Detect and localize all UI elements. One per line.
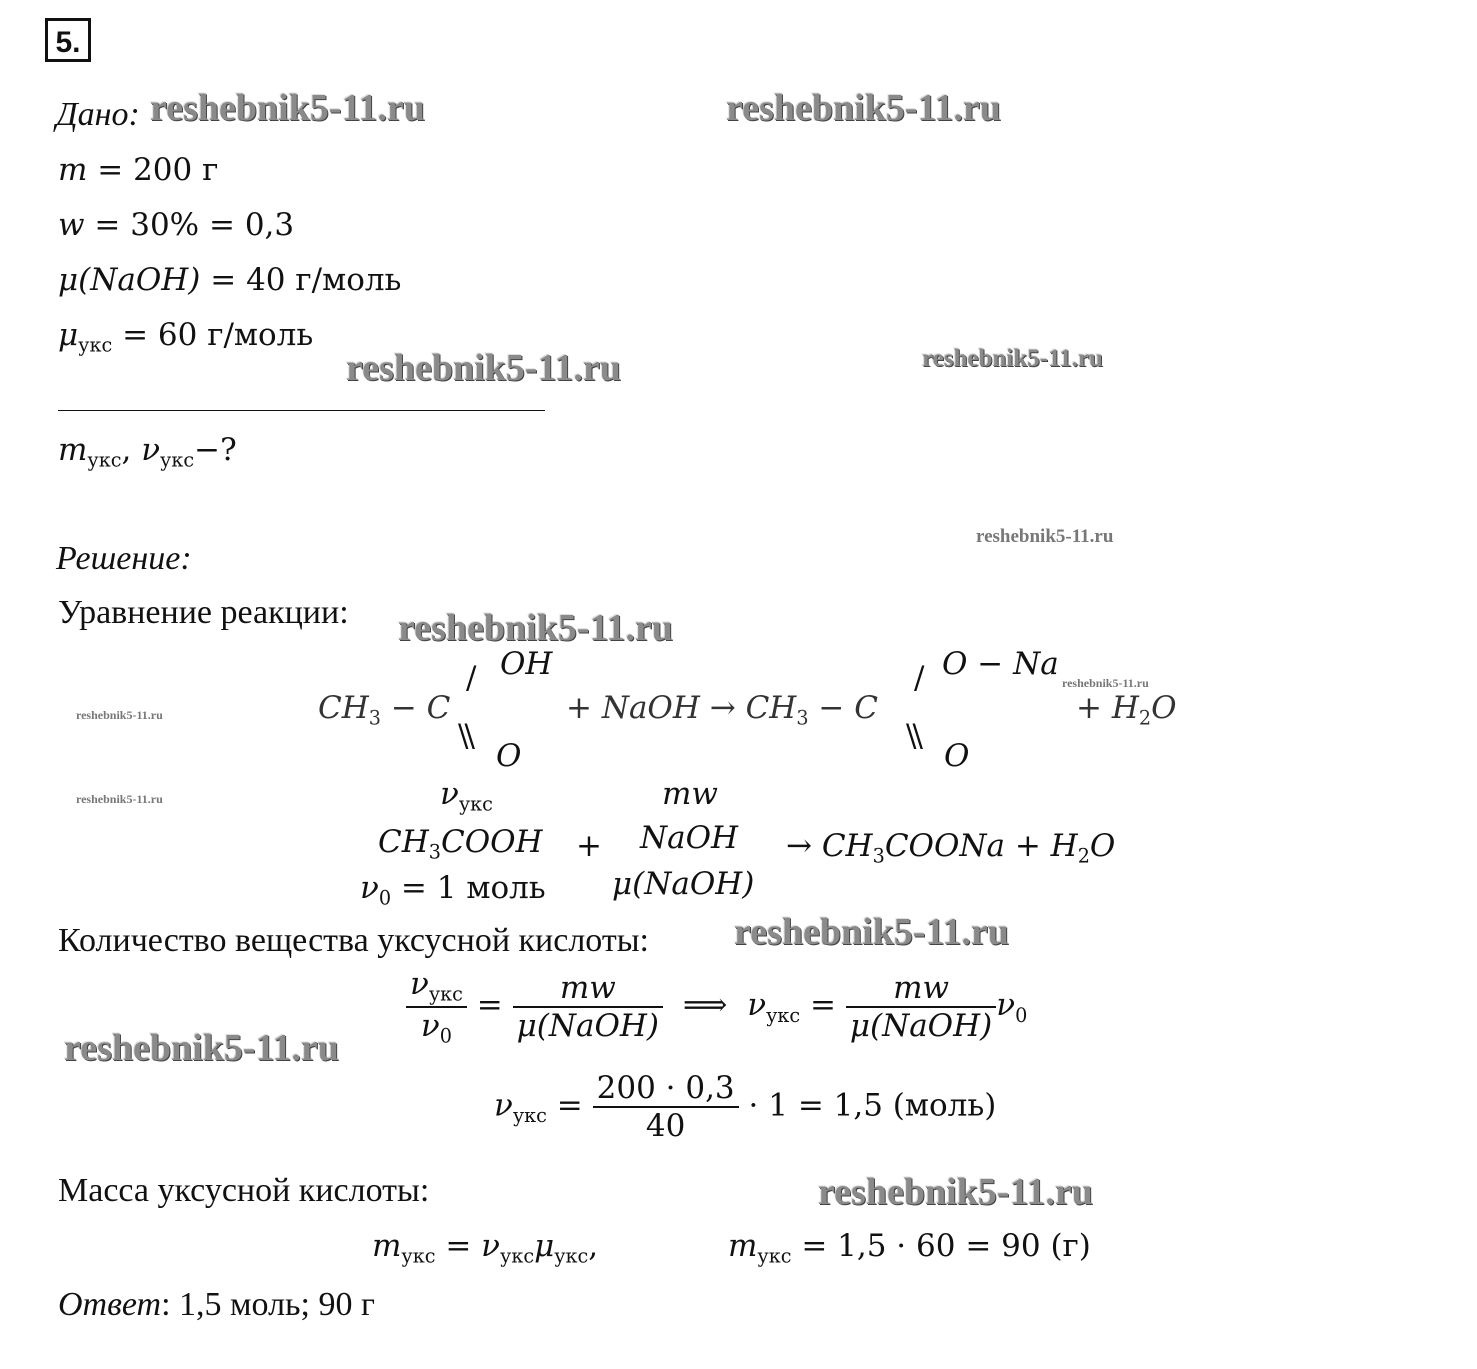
watermark: reshebnik5-11.ru xyxy=(76,708,163,722)
double-bond-right: \\ xyxy=(906,718,919,754)
given-molar-mass-acid: $\mu_{укс} = 60$ г/моль xyxy=(58,317,314,357)
watermark: reshebnik5-11.ru xyxy=(922,345,1103,372)
watermark: reshebnik5-11.ru xyxy=(398,607,673,649)
water-product: + $H_2O$ xyxy=(1076,690,1177,730)
given-molar-mass-naoh: μ(NaOH) = 40 г/моль xyxy=(58,262,402,298)
double-bond-left: \\ xyxy=(458,718,471,754)
bond-up-right: / xyxy=(914,660,925,696)
amount-label: Количество вещества уксусной кислоты: xyxy=(58,922,649,959)
carbonyl-oxygen-left: O xyxy=(496,738,522,774)
mw-annotation: mw xyxy=(662,776,718,812)
naoh-formula: NaOH xyxy=(640,820,739,856)
acetic-acid-formula: $CH_3COOH$ xyxy=(378,824,543,864)
watermark: reshebnik5-11.ru xyxy=(818,1171,1093,1213)
plus-sign: + xyxy=(576,828,602,864)
hydroxyl-group: OH xyxy=(500,646,553,682)
carbonyl-oxygen-right: O xyxy=(944,738,970,774)
ratio-mass: $\frac{mw}{\text{μ(NaOH)}}$ xyxy=(513,970,663,1044)
given-divider xyxy=(58,410,545,411)
task-number: 5. xyxy=(45,18,91,62)
amount-proportion: $\frac{\nu_{укс}}{\nu_0}$ = $\frac{mw}{\text{μ(NaOH)}}$ ⟹ $\nu_{укс}$ = $\frac{mw}{\text{μ(NaOH)}}$ $\nu_0$ xyxy=(406,966,1027,1047)
calc-fraction: $\frac{200 \cdot 0,3}{40}$ xyxy=(593,1070,739,1144)
ratio-nu: $\frac{\nu_{укс}}{\nu_0}$ xyxy=(406,966,467,1047)
given-mass: m = 200 г xyxy=(58,152,219,188)
mass-formula: $m_{укс} = \nu_{укс}\mu_{укс}$, xyxy=(372,1228,599,1268)
nu0-annotation: $\nu_0 = 1$ моль xyxy=(360,870,546,910)
given-fraction: w = 30% = 0,3 xyxy=(58,207,295,243)
bond-up-left: / xyxy=(466,660,477,696)
sodium-oxide-group: O − Na xyxy=(942,646,1059,682)
mu-naoh-annotation: μ(NaOH) xyxy=(612,866,755,902)
answer-line: Ответ: 1,5 моль; 90 г xyxy=(58,1286,375,1323)
sodium-acetate-formula: → $CH_3COONa + H_2O$ xyxy=(786,828,1116,868)
watermark: reshebnik5-11.ru xyxy=(1062,676,1149,690)
reaction-label: Уравнение реакции: xyxy=(58,594,349,631)
mass-label: Масса уксусной кислоты: xyxy=(58,1172,430,1209)
given-label: Дано: xyxy=(56,96,140,133)
ratio-mass-2: $\frac{mw}{\text{μ(NaOH)}}$ xyxy=(846,970,996,1044)
solution-label: Решение: xyxy=(56,540,192,577)
watermark: reshebnik5-11.ru xyxy=(346,347,621,389)
watermark: reshebnik5-11.ru xyxy=(726,87,1001,129)
amount-calculation: $\nu_{укс}$ = $\frac{200 \cdot 0,3}{40}$ · 1 = 1,5 (моль) xyxy=(494,1070,997,1144)
watermark: reshebnik5-11.ru xyxy=(150,87,425,129)
reaction-middle: + NaOH → $CH_3 - C$ xyxy=(566,690,878,730)
reactant-structure: $CH_3 - C$ xyxy=(318,690,451,730)
watermark: reshebnik5-11.ru xyxy=(734,911,1009,953)
find-line: $m_{укс}$, $\nu_{укс}-$? xyxy=(58,432,237,472)
watermark: reshebnik5-11.ru xyxy=(64,1027,339,1069)
mass-calculation: $m_{укс} = 1,5 \cdot 60 = 90$ (г) xyxy=(728,1228,1091,1268)
watermark: reshebnik5-11.ru xyxy=(976,526,1114,547)
watermark: reshebnik5-11.ru xyxy=(76,792,163,806)
nu-acid-annotation: $\nu_{укс}$ xyxy=(440,776,493,816)
